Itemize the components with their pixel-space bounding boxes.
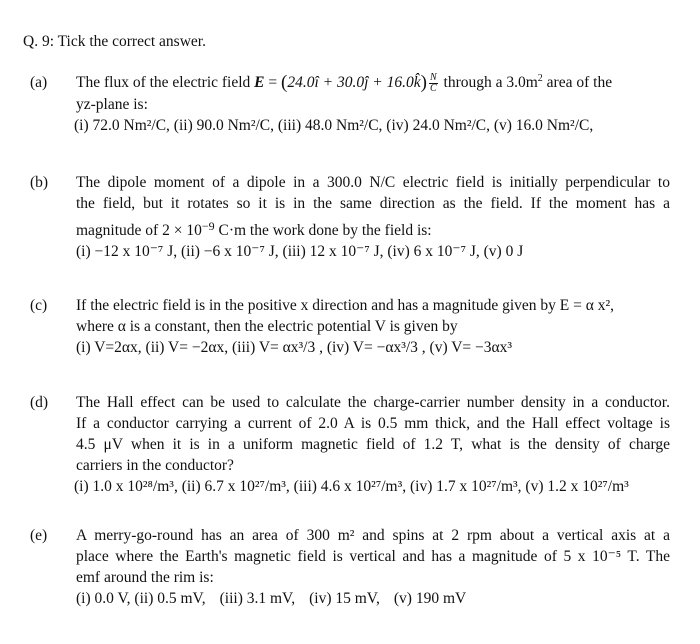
part-a-line-1: The flux of the electric field E = (24.0î + 30.0ĵ + 16.0k̂) $\frac{N}{C}$ through a $3.0m^2$ area of the	[76, 71, 613, 94]
part-d-line-1: The Hall effect can be used to calculate the charge-carrier number density in a conductor.	[76, 394, 670, 411]
part-d-line-3: 4.5 μV when it is in a uniform magnetic field of 1.2 T, what is the density of charge	[76, 436, 670, 453]
part-d-line-2: If a conductor carrying a current of 2.0 A is 0.5 mm thick, and the Hall effect voltage is	[76, 415, 670, 432]
part-e-options: (i) 0.0 V, (ii) 0.5 mV, (iii) 3.1 mV, (iv) 15 mV, (v) 190 mV	[76, 590, 467, 607]
part-d-line-4: carriers in the conductor?	[76, 457, 234, 474]
unit-fraction: $\frac{N}{C}$	[429, 71, 437, 94]
part-label: (b)	[30, 174, 49, 191]
part-c-line-2: where α is a constant, then the electric potential V is given by	[76, 318, 458, 335]
question-title: Q. 9: Tick the correct answer.	[23, 33, 206, 50]
part-b-options: (i) −12 x 10⁻⁷ J, (ii) −6 x 10⁻⁷ J, (iii) 12 x 10⁻⁷ J, (iv) 6 x 10⁻⁷ J, (v) 0 J	[76, 243, 524, 260]
part-label: (e)	[30, 527, 48, 544]
part-b-line-2: the field, but it rotates so it is in the same direction as the field. If the moment has a	[76, 195, 670, 212]
part-c-line-1: If the electric field is in the positive x direction and has a magnitude given by E = α x²,	[76, 297, 615, 314]
part-label: (c)	[30, 297, 48, 314]
part-e-line-1: A merry-go-round has an area of 300 m² and spins at 2 rpm about a vertical axis at a	[76, 527, 670, 544]
part-c-options: (i) V=2αx, (ii) V= −2αx, (iii) V= αx³/3 , (iv) V= −αx³/3 , (v) V= −3αx³	[76, 339, 513, 356]
part-e-line-3: emf around the rim is:	[76, 569, 214, 586]
part-b-line-1: The dipole moment of a dipole in a 300.0 N/C electric field is initially perpendicular to	[76, 174, 670, 191]
part-d-options: (i) 1.0 x 10²⁸/m³, (ii) 6.7 x 10²⁷/m³, (iii) 4.6 x 10²⁷/m³, (iv) 1.7 x 10²⁷/m³, (v) 1.2 x 10²⁷/m³	[74, 478, 629, 495]
part-b-line-3: magnitude of $2 \times 10^{-9}$ C·m the work done by the field is:	[76, 219, 432, 239]
part-label: (d)	[30, 394, 49, 411]
part-a-options: (i) 72.0 Nm²/C, (ii) 90.0 Nm²/C, (iii) 48.0 Nm²/C, (iv) 24.0 Nm²/C, (v) 16.0 Nm²/C,	[74, 116, 594, 134]
field-vector: 24.0î + 30.0ĵ + 16.0k̂	[287, 74, 421, 91]
part-a-line-2: yz-plane is:	[76, 95, 148, 113]
part-e-line-2: place where the Earth's magnetic field is vertical and has a magnitude of 5 x 10⁻⁵ T. The	[76, 548, 670, 565]
part-label: (a)	[30, 74, 48, 91]
